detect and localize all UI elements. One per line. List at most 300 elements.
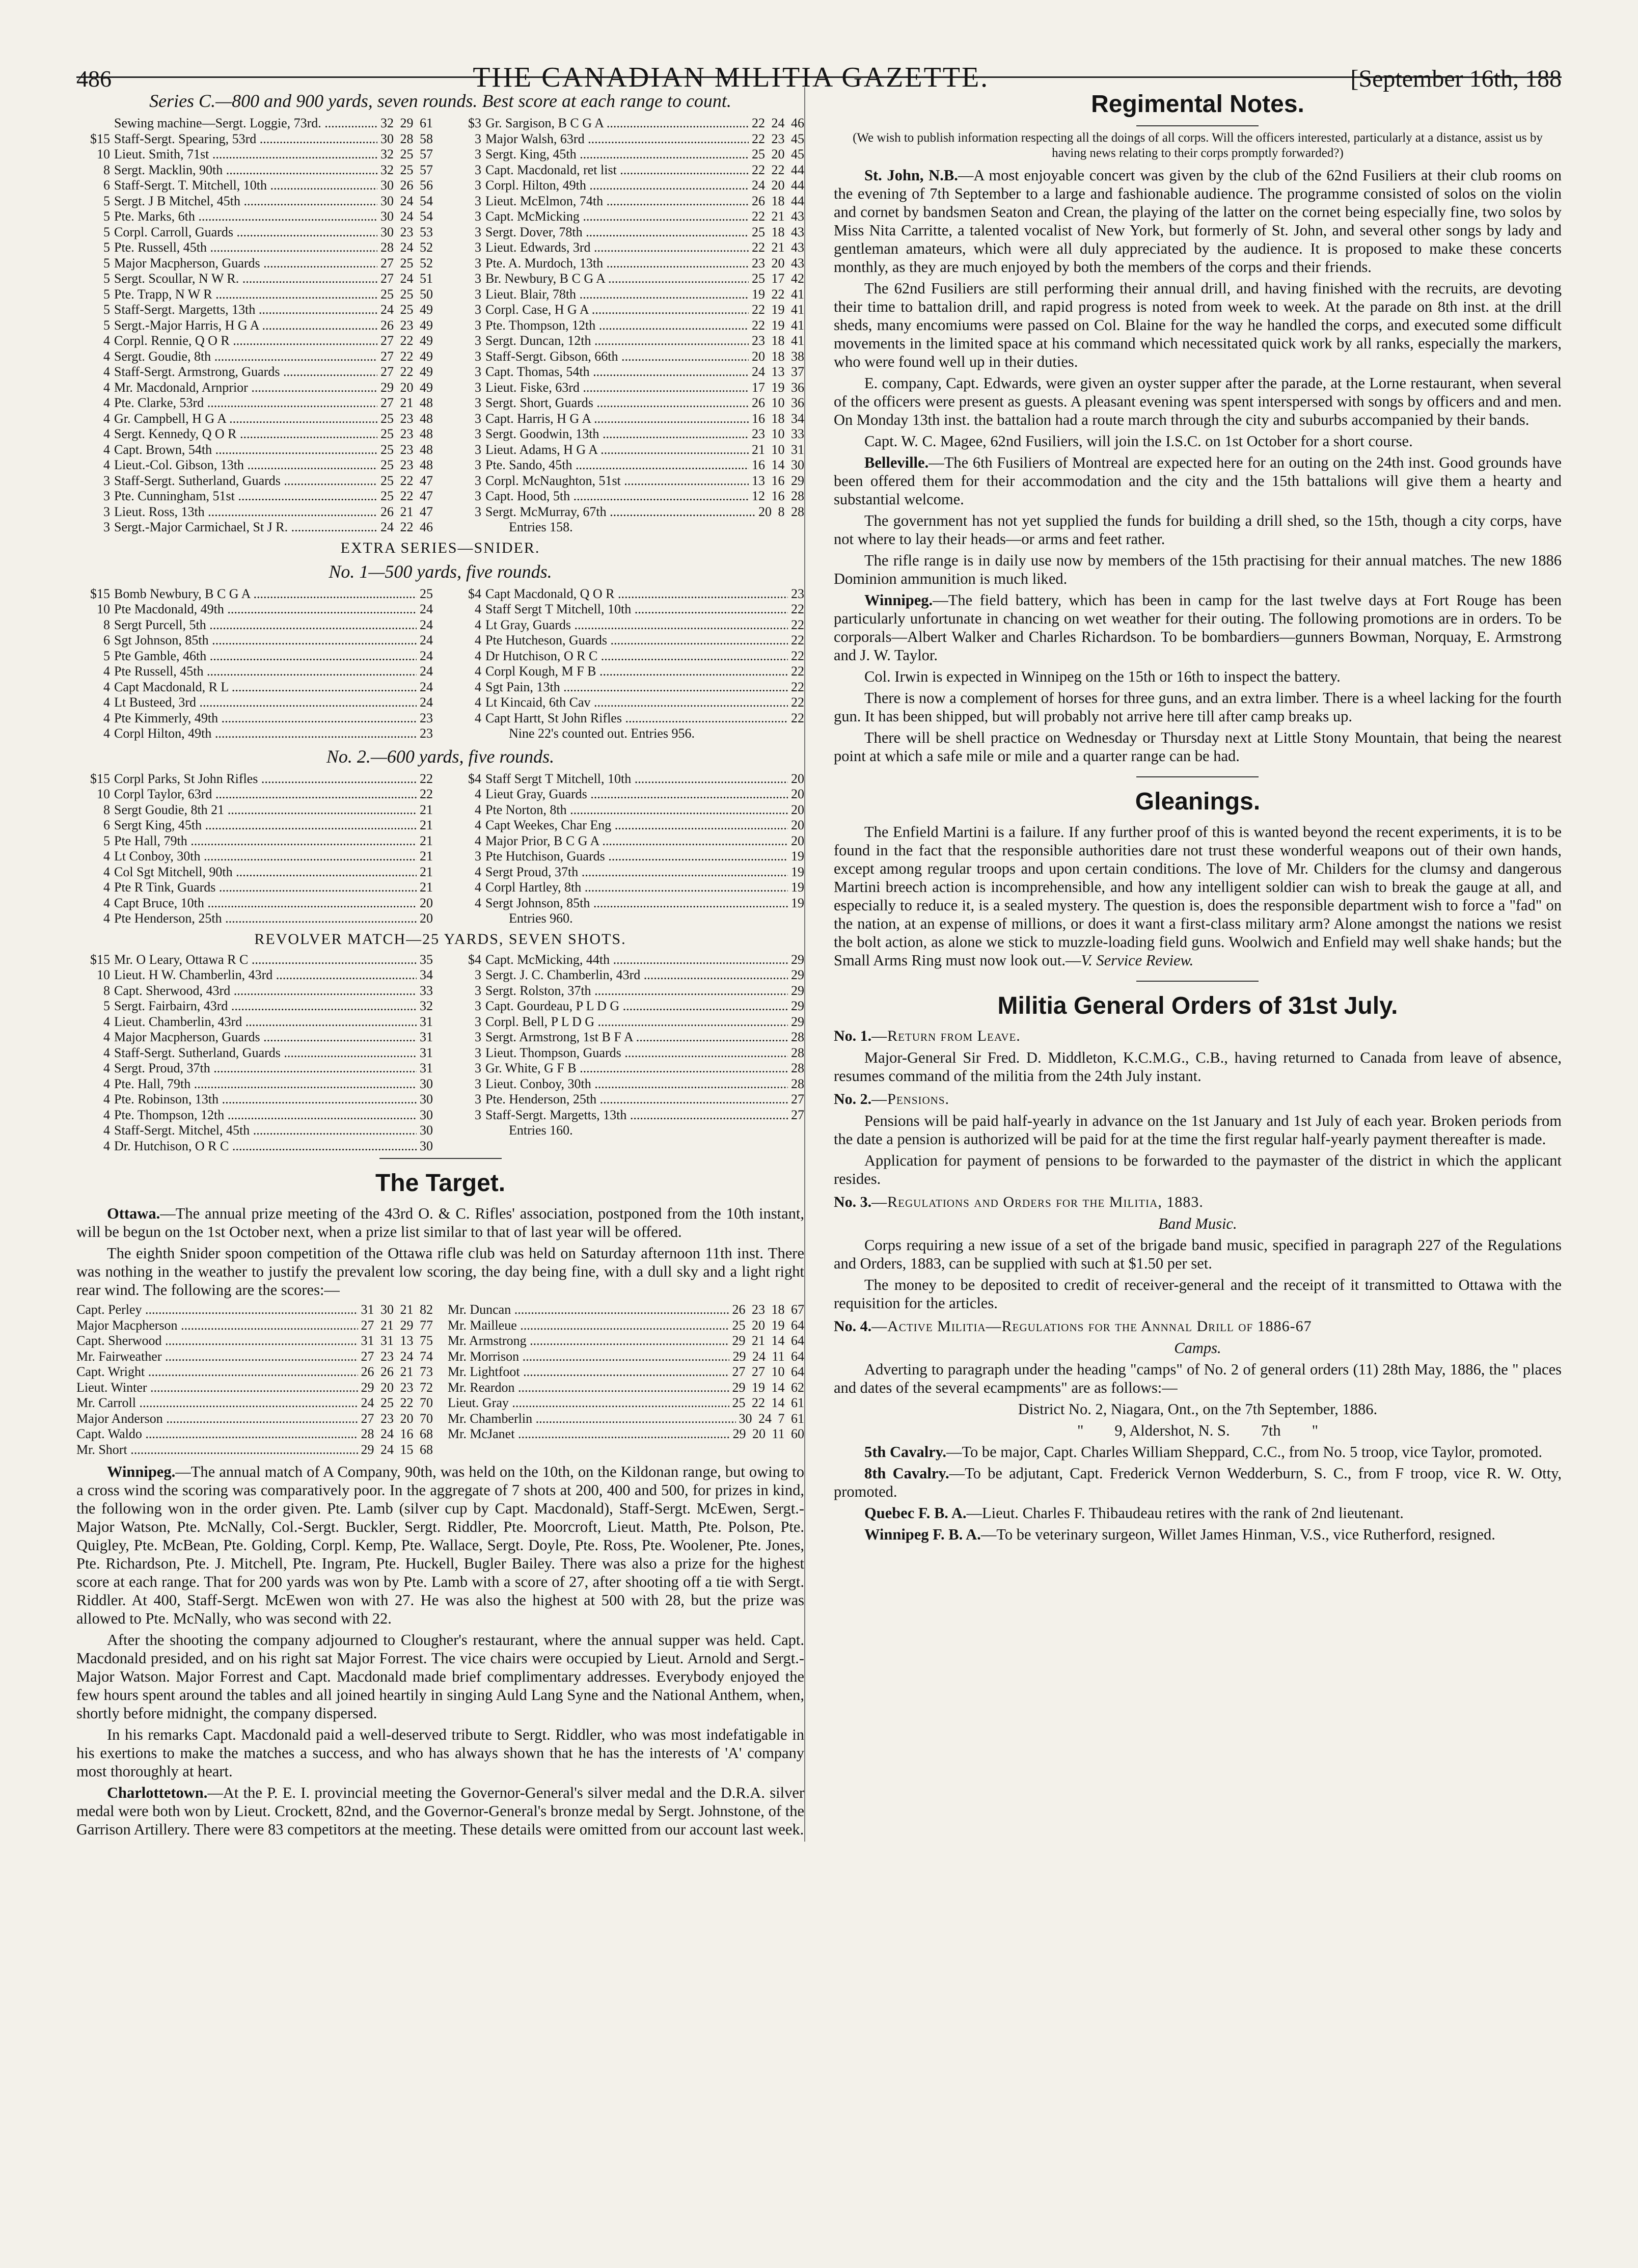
score-row [76,818,433,833]
prize-amount: 10 [97,967,110,982]
competitor-name: Lieut.-Col. Gibson, 13th ..... [114,457,377,473]
score-values: 19 22 41 [752,286,805,302]
score-values: 25 23 48 [380,426,433,441]
prize-amount: 4 [103,695,110,710]
prize-amount: 3 [475,983,482,998]
competitor-name: Pte. Cunningham, 51st ..... [114,489,377,504]
order-3-body-2: The money to be deposited to credit of receiver-general and the receipt of it transmitted to Ottawa with the requisition for the articles. [833,1276,1562,1312]
no1-heading: No. 1—500 yards, five rounds. [329,561,552,582]
competitor-name: Staff-Sergt. T. Mitchell, 10th ..... [114,178,377,194]
charlottetown-text: —At the P. E. I. provincial meeting the Governor-General's silver medal and the D.R.A. silver medal were both won by Lieut. Crockett, 82nd, and the Governor-General's bronze medal by Sergt. Johnstone, of the Garrison Artillery. There were 83 competitors at the meeting. These details were omitted from our account last week. [76,1784,805,1838]
prize-amount: $4 [468,952,482,967]
score-values: 31 [420,1014,433,1029]
competitor-name: Mr. Duncan ..... [448,1302,729,1318]
score-values: 24 [420,648,433,663]
score-values: 22 [791,617,805,632]
competitor-name: Bomb Newbury, B C G A ..... [114,586,417,602]
score-row [76,1442,433,1458]
score-values: 25 18 43 [752,224,805,239]
competitor-name: Lt Gray, Guards ..... [485,617,788,633]
score-row [448,1395,804,1411]
no1-right [448,586,804,742]
score-row [76,787,433,802]
score-values: 31 30 21 82 [361,1302,433,1317]
order-2-body: Pensions will be paid half-yearly in advance on the 1st January and 1st July of each year. Broken periods from the date a pension is authorized will be paid for at the time the first regular half-yearly payment thereafter is made. [833,1112,1562,1148]
score-values: 25 22 47 [380,473,433,488]
competitor-name: Staff-Sergt. Margetts, 13th ..... [485,1108,788,1123]
score-row [76,209,433,225]
cavalry-8-text: —To be adjutant, Capt. Frederick Vernon Wedderburn, S. C., from F troop, vice R. W. Otty, promoted. [833,1465,1562,1500]
prize-amount: 6 [103,818,110,832]
page-number: 486 [76,66,112,92]
competitor-name: Pte Russell, 45th ..... [114,664,417,680]
gleanings-text: The Enfield Martini is a failure. If any further proof of this is wanted beyond the recent experiments, it is to be found in the fact that the responsible authorities dare not trust these wonderful weapons out of their own hands, except among regular troops and upon certain conditions. The love of Mr. Childers for the clumsy and dangerous Martini breech action is incomprehensible, and how any intelligent soldier can wish to break the gauge at all, and especially to reduce it, is a sealed mystery. The question is, does the responsible department wish to force a "fad" on the nation, at an expense of millions, or does it want a first-class military arm? Alone amongst the nations we resist the bolt action, as alone we stick to muzzle-loading field guns. Woolwich and Enfield may well shake hands; but the Small Arms Ring must now look out.— [833,823,1562,969]
prize-amount: 3 [475,442,482,457]
score-row [76,1333,433,1349]
score-row [448,1076,804,1092]
competitor-name: Lieut. Gray ..... [448,1395,729,1411]
score-values: 21 [420,802,433,817]
prize-amount: 4 [103,1123,110,1138]
ottawa-scores-right [448,1302,804,1457]
competitor-name: Pte. Robinson, 13th ..... [114,1092,417,1108]
competitor-name: Lt Busteed, 3rd ..... [114,695,417,711]
competitor-name: Pte Hall, 79th ..... [114,833,417,849]
score-row [76,364,433,380]
score-row [76,602,433,617]
competitor-name: Mr. O Leary, Ottawa R C ..... [114,952,417,968]
prize-amount: 3 [475,849,482,863]
score-row [448,504,804,520]
score-row [448,271,804,287]
order-4-title: —Active Militia—Regulations for the Annnal Drill of 1886-67 [871,1318,1312,1335]
competitor-name: Sergt. J B Mitchel, 45th ..... [114,194,377,209]
score-values: 35 [420,952,433,967]
winnipeg-notes-text: —The field battery, which has been in camp for the last twelve days at Fort Rouge has been particularly unfortunate in chancing on wet weather for their outing. The following promotions are in orders. To be corporals—Albert Walker and Charles Richardson. To be bombardiers—gunners Bowman, Norquay, E. Armstrong and J. W. Taylor. [833,591,1562,664]
score-row [76,617,433,633]
competitor-name: Pte Macdonald, 49th ..... [114,602,417,617]
score-values: 27 [791,1092,805,1106]
competitor-name: Lieut. H W. Chamberlin, 43rd ..... [114,967,417,983]
competitor-name: Pte. Henderson, 25th ..... [485,1092,788,1108]
cavalry-5-lead: 5th Cavalry. [864,1443,946,1461]
prize-amount: 3 [475,317,482,333]
competitor-name: Lieut. Adams, H G A ..... [485,442,749,458]
score-values: 25 22 47 [380,489,433,503]
competitor-name: Staff-Sergt. Sutherland, Guards ..... [114,473,377,489]
score-row [76,302,433,318]
score-row [448,426,804,442]
score-values: 29 [791,952,805,967]
prize-amount: 3 [475,998,482,1013]
competitor-name: Sergt Johnson, 85th ..... [485,896,788,911]
competitor-name: Lieut. Conboy, 30th ..... [485,1076,788,1092]
order-2-body-2: Application for payment of pensions to be forwarded to the paymaster of the district in which the applicant resides. [833,1152,1562,1187]
prize-amount: 3 [475,411,482,426]
score-values: 21 [420,833,433,848]
score-row [76,1426,433,1442]
competitor-name: Corpl Kough, M F B ..... [485,664,788,680]
score-values: 27 22 49 [380,348,433,364]
prize-amount: 4 [475,617,482,632]
competitor-name: Corpl. McNaughton, 51st ..... [485,473,749,489]
competitor-name: Staff-Sergt. Spearing, 53rd ..... [114,131,377,147]
stjohn-text: —A most enjoyable concert was given by the club of the 62nd Fusiliers at their club rooms on the evening of 7th September to a large and fashionable audience. The programme consisted of solos on the violin and cornet by bandsmen Seaton and Crean, the playing of the latter on the cornet being especially fine, two solos by Miss Nita Carritte, a talented vocalist of New York, but formerly of St. John, and several other songs by lady and gentleman amateurs, which were all duly appreciated by the audience. It is proposed to make these concerts monthly, as they are much enjoyed by both the members of the corps and their friends. [833,167,1562,276]
prize-amount: $15 [90,952,110,967]
score-row [76,473,433,489]
competitor-name: Lieut. McElmon, 74th ..... [485,194,749,209]
score-values: 20 8 28 [758,504,805,519]
score-row [448,602,804,617]
winnipeg-notes-paragraph-4: There will be shell practice on Wednesday or Thursday next at Little Stony Mountain, that being the nearest point at which a safe mile or mile and a quarter range can be had. [833,729,1562,765]
score-values: 28 [791,1061,805,1075]
score-values: 23 20 43 [752,255,805,271]
score-values: 26 21 47 [380,504,433,519]
prize-amount [76,116,114,131]
series-c-right-list [448,116,804,520]
score-row [448,649,804,664]
competitor-name: Pte. Thompson, 12th ..... [485,318,749,334]
score-values: 26 10 36 [752,395,805,410]
score-values: 32 29 61 [380,116,433,130]
score-values: 22 [791,679,805,694]
competitor-name: Pte Hutchison, Guards ..... [485,849,788,865]
prize-amount: 4 [103,679,110,694]
competitor-name: Corpl. Hilton, 49th ..... [485,178,749,194]
score-values: 24 [420,695,433,710]
prize-amount: 3 [475,147,482,161]
prize-amount: 4 [475,648,482,663]
competitor-name: Sgt Pain, 13th ..... [485,680,788,695]
score-row [448,695,804,711]
score-values: 29 24 15 68 [361,1442,433,1457]
prize-amount: 3 [475,1076,482,1091]
score-row [448,1318,804,1334]
prize-amount: 4 [103,1061,110,1075]
prize-amount: 4 [103,1014,110,1029]
score-row [448,633,804,649]
score-row [76,163,433,178]
score-row [76,287,433,303]
score-row [448,865,804,880]
score-row [448,849,804,865]
order-1-number: No. 1. [833,1028,872,1044]
series-c-entries: Entries 158. [509,520,573,534]
score-row [76,147,433,163]
competitor-name: Sergt. Macklin, 90th ..... [114,163,377,178]
series-c-right [448,116,804,535]
no2-right-list [448,771,804,911]
score-values: 24 13 37 [752,364,805,379]
revolver-entries: Entries 160. [509,1123,573,1138]
score-values: 19 [791,895,805,910]
prize-amount: 5 [103,193,110,208]
prize-amount: 4 [475,802,482,817]
score-row [448,302,804,318]
score-row [448,194,804,209]
score-values: 24 25 49 [380,302,433,317]
score-values: 30 24 54 [380,209,433,224]
competitor-name: Pte Henderson, 25th ..... [114,911,417,927]
competitor-name: Capt. McMicking, 44th ..... [485,952,788,968]
left-column [76,87,804,1842]
score-row [448,1349,804,1365]
prize-amount: 3 [475,286,482,302]
stjohn-paragraph [834,166,1562,276]
winnipeg-target-lead: Winnipeg. [107,1463,176,1480]
score-row [76,633,433,649]
no1-left [76,586,433,742]
page-columns [76,87,1562,1842]
score-values: 23 [420,726,433,741]
score-row [76,1076,433,1092]
score-row [76,952,433,968]
score-row [76,865,433,880]
competitor-name: Pte. Hall, 79th ..... [114,1076,417,1092]
competitor-name: Capt. Macdonald, ret list ..... [485,163,749,178]
stjohn-lead: St. John, N.B. [864,167,958,184]
score-values: 29 [791,967,805,982]
score-values: 23 10 33 [752,426,805,441]
score-values: 30 28 58 [380,131,433,146]
target-title: The Target. [375,1170,506,1197]
prize-amount: 4 [475,833,482,848]
score-row [76,333,433,349]
prize-amount: 6 [103,633,110,647]
competitor-name: Pte. Marks, 6th ..... [114,209,377,225]
prize-amount: 3 [475,255,482,271]
score-row [76,442,433,458]
competitor-name: Major Macpherson ..... [76,1318,358,1334]
prize-amount: 4 [103,364,110,379]
quebec-fba-text: —Lieut. Charles F. Thibaudeau retires with the rank of 2nd lieutenant. [966,1504,1404,1522]
score-values: 21 [420,880,433,895]
score-row [76,520,433,535]
competitor-name: Lieut. Thompson, Guards ..... [485,1045,788,1061]
competitor-name: Lieut. Edwards, 3rd ..... [485,240,749,256]
score-row [448,833,804,849]
score-row [448,1302,804,1318]
competitor-name: Mr. Fairweather ..... [76,1349,358,1365]
score-values: 22 [791,602,805,616]
score-values: 26 18 44 [752,193,805,208]
score-values: 34 [420,967,433,982]
prize-amount: 4 [103,710,110,725]
competitor-name: Capt Bruce, 10th ..... [114,896,417,911]
prize-amount: 4 [103,348,110,364]
competitor-name: Staff-Sergt. Mitchel, 45th ..... [114,1123,417,1139]
competitor-name: Mr. Morrison ..... [448,1349,729,1365]
score-values: 12 16 28 [752,489,805,503]
prize-amount: 8 [103,983,110,998]
score-values: 31 [420,1030,433,1044]
competitor-name: Corpl Hartley, 8th ..... [485,880,788,896]
prize-amount: 4 [103,1138,110,1153]
winnipeg-fba-text: —To be veterinary surgeon, Willet James Hinman, V.S., vice Rutherford, resigned. [980,1526,1495,1543]
prize-amount: 5 [103,833,110,848]
score-row [448,225,804,240]
competitor-name: Mr. Reardon ..... [448,1380,729,1396]
score-row [448,116,804,131]
competitor-name: Sergt. Proud, 37th ..... [114,1061,417,1076]
charlottetown-lead: Charlottetown. [107,1784,208,1801]
quebec-fba-lead: Quebec F. B. A. [864,1504,967,1522]
competitor-name: Lt Conboy, 30th ..... [114,849,417,865]
score-values: 25 23 48 [380,442,433,457]
prize-amount: 3 [103,520,110,534]
score-row [76,1123,433,1139]
competitor-name: Lieut. Chamberlin, 43rd ..... [114,1014,417,1030]
prize-amount: 5 [103,224,110,239]
competitor-name: Staff-Sergt. Armstrong, Guards ..... [114,364,377,380]
score-row [448,983,804,999]
competitor-name: Major Prior, B C G A ..... [485,833,788,849]
competitor-name: Capt Macdonald, Q O R ..... [485,586,788,602]
competitor-name: Sergt. J. C. Chamberlin, 43rd ..... [485,967,788,983]
order-3-subheading: Band Music. [1158,1215,1237,1232]
score-row [76,711,433,726]
stjohn-paragraph-3: E. company, Capt. Edwards, were given an oyster supper after the parade, at the Lorne restaurant, when several of the officers were present as guests. A pleasant evening was spent interspersed with songs by officers and and men. On Monday 13th inst. the battalion had a route march through the city and suburbs accompanied by their bands. [833,374,1562,428]
score-row [76,833,433,849]
prize-amount: 4 [103,411,110,426]
ottawa-scores-left [76,1302,433,1457]
cavalry-8-paragraph [834,1464,1562,1501]
no2-entries: Entries 960. [509,911,573,926]
competitor-name: Sergt.-Major Carmichael, St J R. ..... [114,520,377,535]
score-values: 16 18 34 [752,411,805,426]
prize-amount: 6 [103,178,110,193]
competitor-name: Lieut Gray, Guards ..... [485,787,788,802]
competitor-name: Sergt. Rolston, 37th ..... [485,983,788,999]
score-values: 23 [420,710,433,725]
revolver-right [448,952,804,1154]
prize-amount: 3 [475,380,482,395]
score-values: 19 [791,880,805,895]
prize-amount: 3 [475,504,482,519]
competitor-name: Corpl. Rennie, Q O R ..... [114,333,377,349]
score-row [76,1030,433,1045]
column-divider [804,87,834,1842]
score-row [76,1108,433,1123]
score-values: 31 [420,1045,433,1060]
score-row [76,225,433,240]
order-3-body: Corps requiring a new issue of a set of the brigade band music, specified in paragraph 227 of the Regulations and Orders, 1883, can be supplied with such at $1.50 per set. [833,1236,1562,1272]
prize-amount: 3 [475,209,482,224]
prize-amount: 3 [475,333,482,348]
prize-amount: 4 [103,380,110,395]
score-row [448,163,804,178]
winnipeg-notes-paragraph-3: There is now a complement of horses for three guns, and an extra limber. There is a wheel lacking for the fourth gun. It has been shipped, but will probably not arrive here till after camp breaks up. [833,689,1562,725]
competitor-name: Staff-Sergt. Margetts, 13th ..... [114,302,377,318]
score-values: 30 [420,1107,433,1122]
order-1-heading [834,1027,1562,1045]
no2-left [76,771,433,927]
score-row [448,586,804,602]
score-row [448,802,804,818]
competitor-name: Mr. Armstrong ..... [448,1333,729,1349]
score-row [448,131,804,147]
prize-amount: 4 [103,895,110,910]
score-values: 26 23 18 67 [732,1302,805,1317]
prize-amount: 4 [103,911,110,926]
competitor-name: Corpl Hilton, 49th ..... [114,726,417,742]
prize-amount: 4 [475,895,482,910]
score-values: 27 [791,1107,805,1122]
score-values: 24 [420,617,433,632]
score-values: 24 20 44 [752,178,805,193]
competitor-name: Lt Kincaid, 6th Cav ..... [485,695,788,711]
competitor-name: Sergt. McMurray, 67th ..... [485,504,755,520]
score-row [448,209,804,225]
competitor-name: Lieut. Fiske, 63rd ..... [485,380,749,396]
score-row [76,771,433,787]
score-row [76,457,433,473]
competitor-name: Pte. Russell, 45th ..... [114,240,377,256]
competitor-name: Mr. Macdonald, Arnprior ..... [114,380,377,396]
score-values: 22 24 46 [752,116,805,130]
score-values: 23 18 41 [752,333,805,348]
prize-amount: 4 [103,395,110,410]
score-row [76,116,433,131]
prize-amount: 4 [475,695,482,710]
score-values: 20 [791,771,805,786]
competitor-name: Staff Sergt T Mitchell, 10th ..... [485,771,788,787]
prize-amount: 3 [475,162,482,177]
score-row [448,240,804,256]
score-row [76,380,433,396]
score-values: 22 [420,771,433,786]
score-row [76,411,433,427]
score-row [448,880,804,896]
score-values: 25 17 42 [752,271,805,286]
score-values: 22 [791,695,805,710]
competitor-name: Capt. Thomas, 54th ..... [485,364,749,380]
cavalry-5-paragraph [834,1443,1562,1461]
competitor-name: Capt. Hood, 5th ..... [485,489,749,504]
prize-amount: 10 [97,147,110,161]
score-values: 22 21 43 [752,209,805,224]
ottawa-text: —The annual prize meeting of the 43rd O. & C. Rifles' association, postponed from the 10th instant, will be begun on the 1st October next, when a prize list similar to that of last year will be offered. [76,1205,805,1240]
score-values: 28 [791,1045,805,1060]
score-values: 31 [420,1061,433,1075]
score-values: 29 21 14 64 [732,1333,805,1348]
prize-amount: 5 [103,648,110,663]
competitor-name: Capt Macdonald, R L ..... [114,680,417,695]
competitor-name: Lieut. Winter ..... [76,1380,358,1396]
score-values: 19 [791,849,805,863]
competitor-name: Sewing machine—Sergt. Loggie, 73rd. ..... [114,116,377,131]
prize-amount: 10 [97,602,110,616]
score-row [76,131,433,147]
score-row [76,1045,433,1061]
winnipeg-fba-paragraph [834,1525,1562,1544]
orders-title: Militia General Orders of 31st July. [997,992,1398,1019]
prize-amount: 4 [475,710,482,725]
score-values: 27 25 52 [380,255,433,271]
competitor-name: Capt. Sherwood ..... [76,1333,358,1349]
competitor-name: Major Macpherson, Guards ..... [114,1030,417,1045]
score-row [448,473,804,489]
score-values: 30 [420,1076,433,1091]
winnipeg-target-paragraph-2: After the shooting the company adjourned to Clougher's restaurant, where the annual supper was held. Capt. Macdonald presided, and on his right sat Major Forrest. The vice chairs were occupied by Lieut. Arnold and Sergt.-Major Watson. Major Forrest and Capt. Macdonald made brief complimentary addresses. Everybody enjoyed the few hours spent around the tables and all joined heartily in singing Auld Lang Syne and the National Anthem, when, shortly before midnight, the company dispersed. [76,1631,805,1722]
score-row [448,1380,804,1396]
competitor-name: Sergt.-Major Harris, H G A ..... [114,318,377,334]
ottawa-lead: Ottawa. [107,1205,160,1222]
prize-amount: 3 [475,271,482,286]
competitor-name: Lieut. Smith, 71st ..... [114,147,377,163]
prize-amount: $15 [90,771,110,786]
score-values: 30 [420,1123,433,1138]
